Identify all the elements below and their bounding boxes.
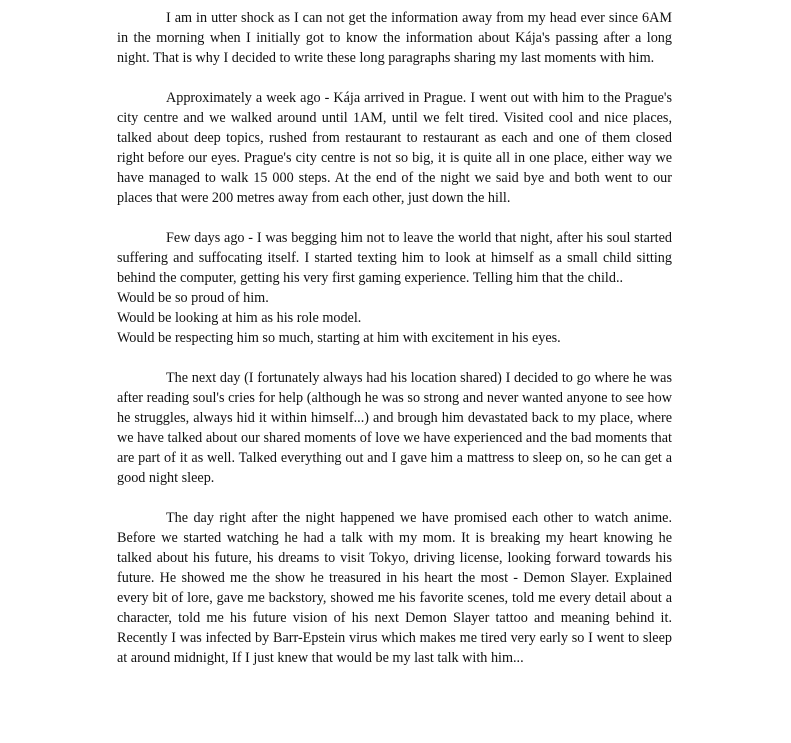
paragraph-few-days-ago bbox=[117, 228, 672, 348]
paragraph-few-days-ago-intro: Few days ago - I was begging him not to leave the world that night, after his soul started suffering and suffocating itself. I started texting him to look at himself as a small child sitting behind the computer, getting his very first gaming experience. Telling him that the child.. bbox=[117, 230, 672, 286]
paragraph-anime-night: The day right after the night happened we have promised each other to watch anime. Before we started watching he had a talk with my mom. It is breaking my heart knowing he talked about his future, his dreams to visit Tokyo, driving license, looking forward towards his future. He showed me the show he treasured in his heart the most - Demon Slayer. Explained every bit of lore, gave me backstory, showed me his favorite scenes, told me every detail about a character, told me his future vision of his next Demon Slayer tattoo and meaning behind it. Recently I was infected by Barr-Epstein virus which makes me tired very early so I went to sleep at around midnight, If I just knew that would be my last talk with him... bbox=[117, 510, 672, 666]
document-body bbox=[117, 8, 672, 688]
paragraph-shock: I am in utter shock as I can not get the information away from my head ever since 6AM in the morning when I initially got to know the information about Kája's passing after a long night. That is why I decided to write these long paragraphs sharing my last moments with him. bbox=[117, 10, 672, 66]
paragraph-line-proud: Would be so proud of him. bbox=[117, 290, 269, 306]
paragraph-next-day: The next day (I fortunately always had his location shared) I decided to go where he was after reading soul's cries for help (although he was so strong and never wanted anyone to see how he struggles, always hid it within himself...) and brough him devastated back to my place, where we have talked about our shared moments of love we have experienced and the bad moments that are part of it as well. Talked everything out and I gave him a mattress to sleep on, so he can get a good night sleep. bbox=[117, 370, 672, 486]
paragraph-line-role-model: Would be looking at him as his role model. bbox=[117, 310, 362, 326]
paragraph-prague-visit: Approximately a week ago - Kája arrived in Prague. I went out with him to the Prague's city centre and we walked around until 1AM, until we felt tired. Visited cool and nice places, talked about deep topics, rushed from restaurant to restaurant as each and one of them closed right before our eyes. Prague's city centre is not so big, it is quite all in one place, either way we have managed to walk 15 000 steps. At the end of the night we said bye and both went to our places that were 200 metres away from each other, just down the hill. bbox=[117, 90, 672, 206]
paragraph-line-respecting: Would be respecting him so much, starting at him with excitement in his eyes. bbox=[117, 330, 561, 346]
